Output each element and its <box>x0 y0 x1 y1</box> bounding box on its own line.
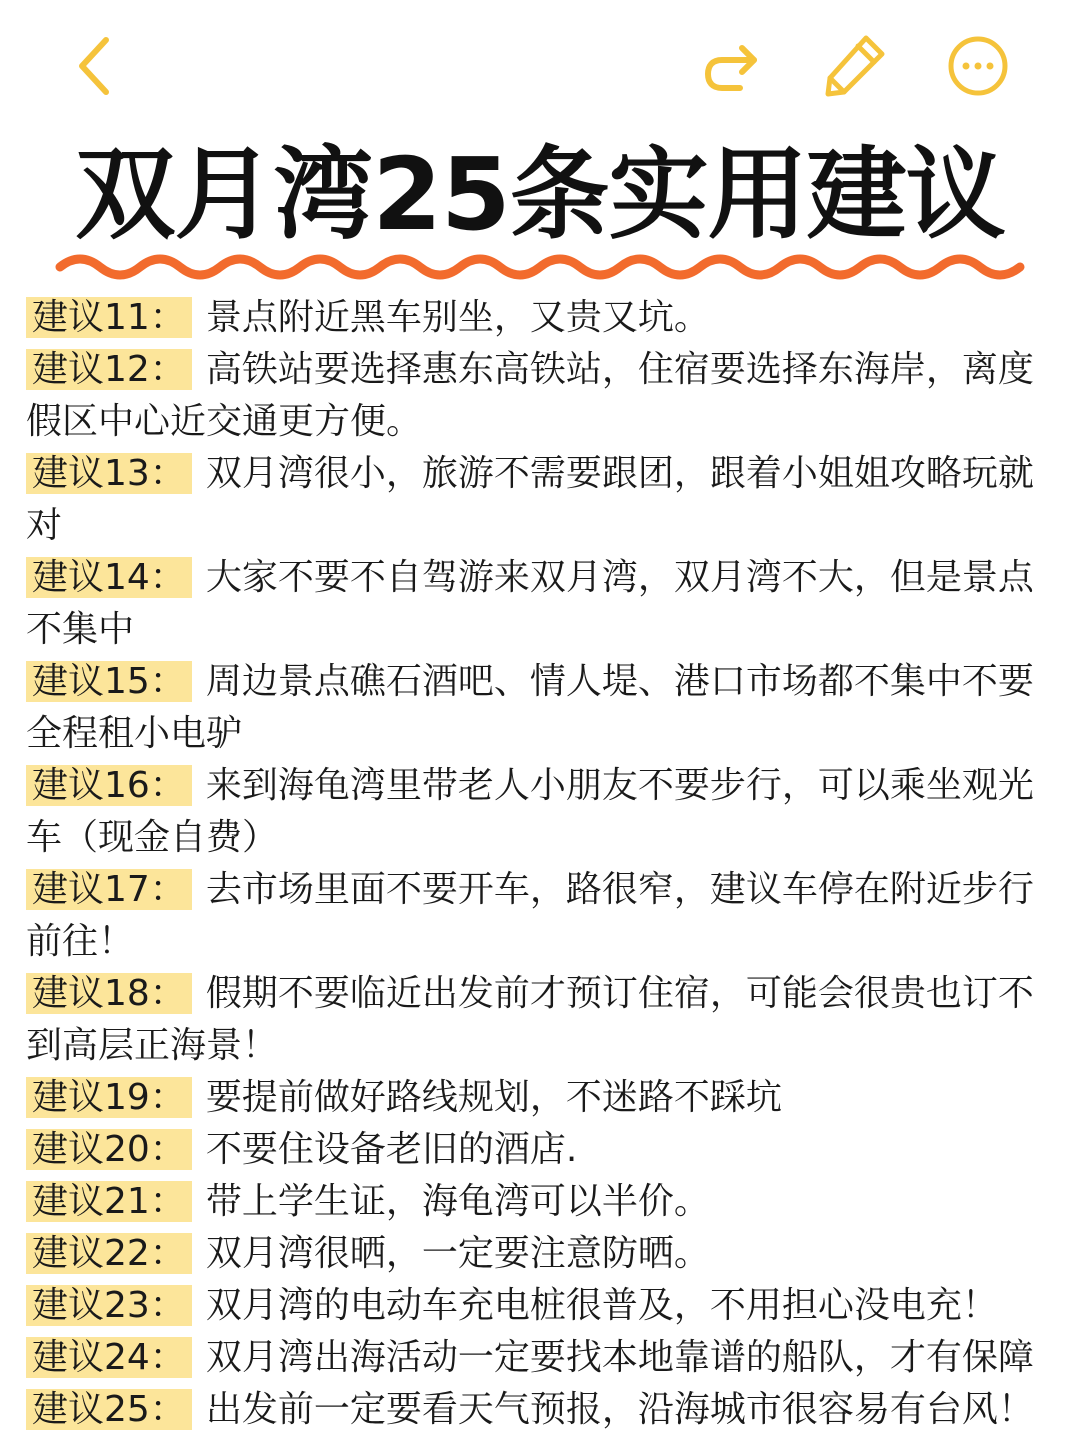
suggestion-label: 建议23： <box>26 1285 192 1326</box>
suggestion-item <box>26 656 1036 760</box>
suggestion-text: 双月湾的电动车充电桩很普及，不用担心没电充！ <box>205 1285 998 1326</box>
suggestion-item <box>26 344 1036 448</box>
suggestion-text: 不要住设备老旧的酒店. <box>205 1129 578 1170</box>
suggestion-item <box>26 448 1036 552</box>
title-block <box>0 135 1080 285</box>
back-button[interactable] <box>60 30 132 102</box>
suggestion-item <box>26 1332 1036 1384</box>
suggestion-label: 建议11： <box>26 297 192 338</box>
suggestion-text: 带上学生证，海龟湾可以半价。 <box>205 1181 710 1222</box>
suggestion-label: 建议12： <box>26 349 192 390</box>
suggestion-text: 要提前做好路线规划，不迷路不踩坑 <box>205 1077 782 1118</box>
wavy-underline <box>52 245 1028 285</box>
suggestion-text: 假期不要临近出发前才预订住宿，可能会很贵也订不到高层正海景！ <box>26 973 1034 1066</box>
suggestion-text: 高铁站要选择惠东高铁站，住宿要选择东海岸，离度假区中心近交通更方便。 <box>26 349 1034 442</box>
pencil-icon <box>818 30 890 102</box>
suggestion-label: 建议22： <box>26 1233 192 1274</box>
suggestion-label: 建议21： <box>26 1181 192 1222</box>
top-toolbar <box>0 0 1080 130</box>
suggestion-text: 双月湾很小，旅游不需要跟团，跟着小姐姐攻略玩就对 <box>26 453 1034 546</box>
chevron-left-icon <box>60 30 132 102</box>
suggestion-item <box>26 1384 1036 1436</box>
edit-button[interactable] <box>818 30 890 102</box>
suggestion-item <box>26 760 1036 864</box>
share-button[interactable] <box>696 30 768 102</box>
suggestion-item <box>26 292 1036 344</box>
suggestion-item <box>26 552 1036 656</box>
suggestion-text: 双月湾出海活动一定要找本地靠谱的船队，才有保障 <box>205 1337 1034 1378</box>
suggestion-item <box>26 1280 1036 1332</box>
suggestion-item <box>26 968 1036 1072</box>
suggestion-item <box>26 1176 1036 1228</box>
suggestion-text: 大家不要不自驾游来双月湾，双月湾不大，但是景点不集中 <box>26 557 1034 650</box>
suggestion-label: 建议25： <box>26 1389 192 1430</box>
suggestion-label: 建议14： <box>26 557 192 598</box>
suggestion-text: 周边景点礁石酒吧、情人堤、港口市场都不集中不要全程租小电驴 <box>26 661 1034 754</box>
suggestion-text: 来到海龟湾里带老人小朋友不要步行，可以乘坐观光车（现金自费） <box>26 765 1034 858</box>
suggestion-list <box>26 292 1036 1436</box>
suggestion-item <box>26 1228 1036 1280</box>
suggestion-item <box>26 1124 1036 1176</box>
page-title: 双月湾25条实用建议 <box>75 136 1005 253</box>
more-options-button[interactable] <box>942 30 1014 102</box>
suggestion-item <box>26 1072 1036 1124</box>
suggestion-text: 出发前一定要看天气预报，沿海城市很容易有台风！ <box>205 1389 1034 1430</box>
suggestion-label: 建议13： <box>26 453 192 494</box>
more-dots-icon <box>942 30 1014 102</box>
suggestion-label: 建议24： <box>26 1337 192 1378</box>
suggestion-label: 建议18： <box>26 973 192 1014</box>
suggestion-item <box>26 864 1036 968</box>
share-forward-icon <box>696 30 768 102</box>
suggestion-text: 双月湾很晒，一定要注意防晒。 <box>205 1233 710 1274</box>
suggestion-label: 建议16： <box>26 765 192 806</box>
suggestion-label: 建议17： <box>26 869 192 910</box>
suggestion-text: 去市场里面不要开车，路很窄，建议车停在附近步行前往！ <box>26 869 1034 962</box>
suggestion-label: 建议19： <box>26 1077 192 1118</box>
suggestion-text: 景点附近黑车别坐，又贵又坑。 <box>205 297 710 338</box>
suggestion-label: 建议15： <box>26 661 192 702</box>
suggestion-label: 建议20： <box>26 1129 192 1170</box>
